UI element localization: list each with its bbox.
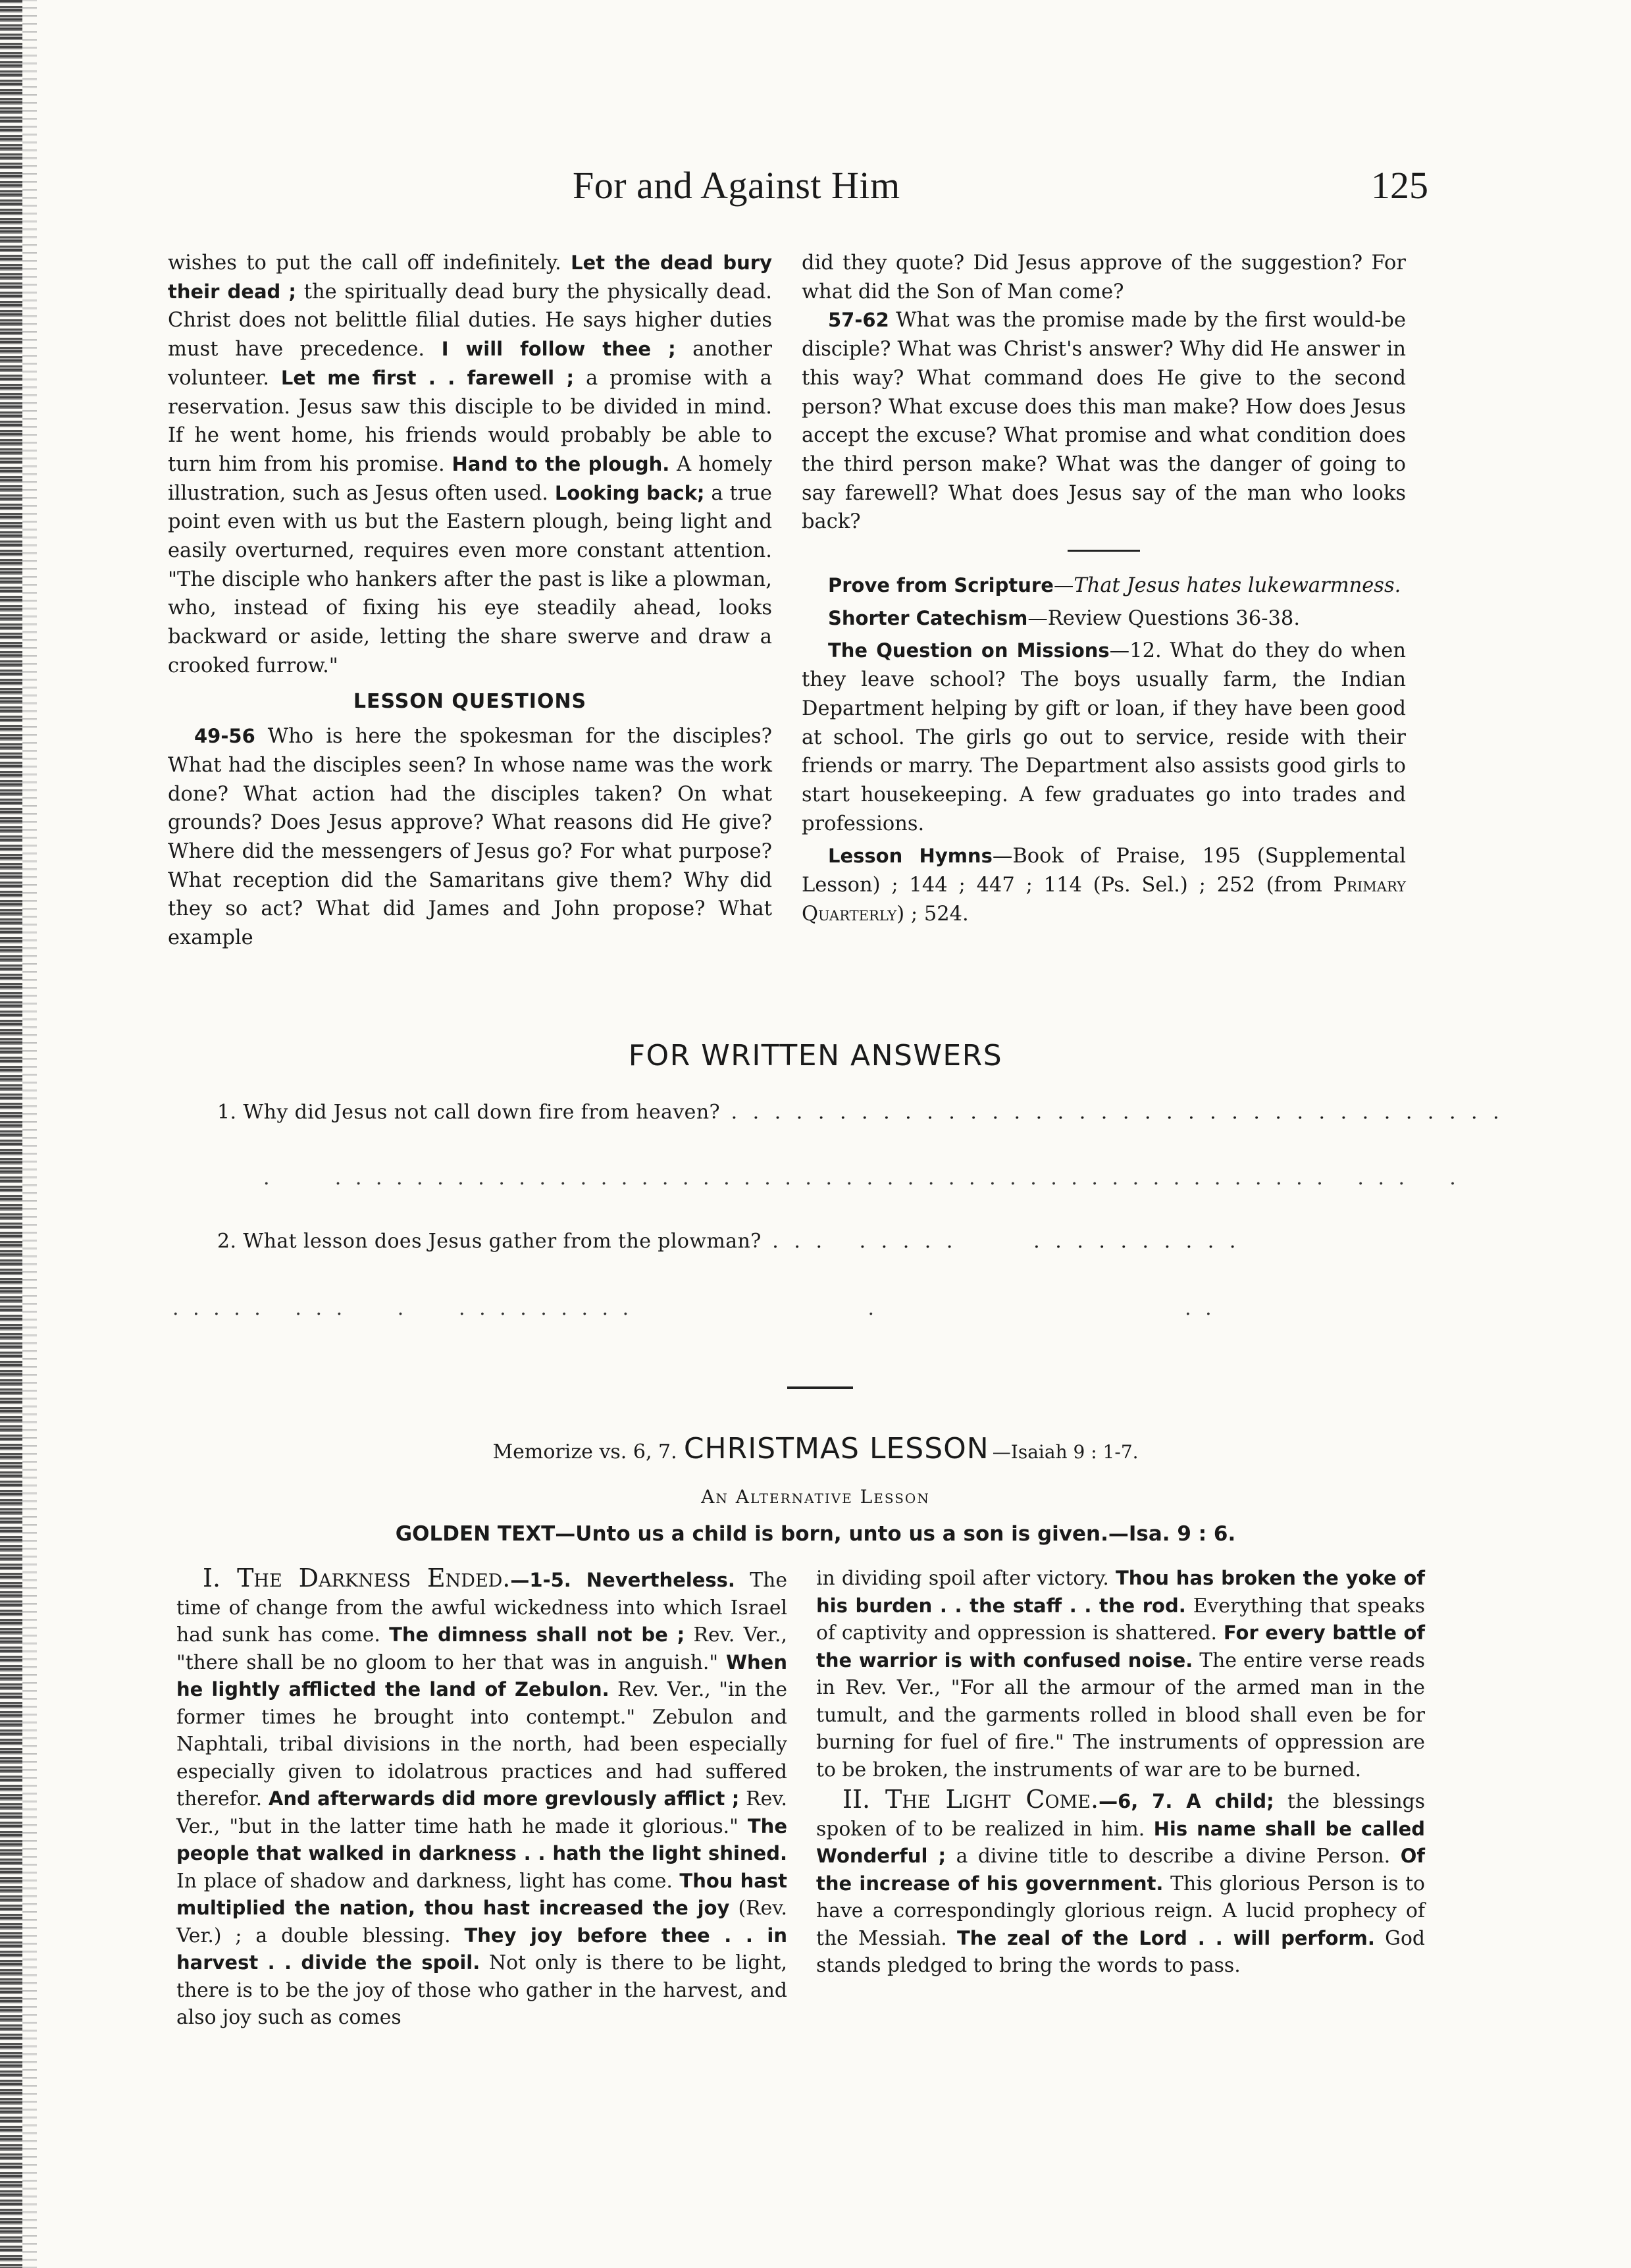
body-text: another volunteer. [168, 338, 772, 390]
bold-phrase: Of the increase of his government. [816, 1845, 1425, 1895]
bold-phrase: Let the dead bury their dead ; [168, 251, 772, 303]
body-text: in dividing spoil after victory. [816, 1567, 1116, 1590]
body-text: a promise with a reservation. Jesus saw this disciple to be divided in mind. If he went home, his friends would probably be able to turn him from his promise. [168, 366, 772, 476]
prove-label: Prove from Scripture [828, 574, 1054, 597]
section-marker: I. The Darkness Ended. [203, 1564, 511, 1593]
missions-label: The Question on Missions [828, 639, 1110, 662]
bold-phrase: The dimness shall not be ; [389, 1623, 685, 1646]
answer-dots: . . . . . . . . . . . . . . . . . . . . . . . . . . . . . . . . . . . . [720, 1101, 1504, 1124]
bold-phrase: The zeal of the Lord . . will perform. [957, 1926, 1375, 1949]
prove-from-scripture: Prove from Scripture—That Jesus hates lukewarmness. [828, 574, 1401, 598]
hymns-text-1: Book of Praise, 195 (Supplemental Lesson) ; 144 ; 447 ; 114 (Ps. Sel.) ; 252 (from [802, 845, 1406, 897]
bold-phrase: His name shall be called Wonderful ; [816, 1817, 1425, 1867]
body-text: Everything that speaks of captivity and oppression is shattered. [816, 1594, 1425, 1645]
body-text: The time of change from the awful wickedness into which Israel had sunk has come. [176, 1569, 788, 1647]
body-text: (Rev. Ver.) ; a double blessing. [176, 1897, 787, 1947]
body-text: wishes to put the call off indefinitely. [168, 251, 571, 275]
body-text: the spiritually dead bury the physically dead. Christ does not belittle filial duties. He says higher duties must have precedence. [168, 280, 772, 361]
body-text: In place of shadow and darkness, light has come. [176, 1869, 680, 1893]
body-text: a true point even with us but the Eastern plough, being light and easily overturned, requires even more constant attention. "The disciple who hankers after the past is like a plowman, who, instead of fixing his eye steadily ahead, looks backward or aside, letting the share swerve and draw a crooked furrow." [168, 481, 772, 677]
christmas-lesson-heading [0, 1432, 1631, 1465]
upper-right-column [802, 249, 1406, 928]
catechism-text: Review Questions 36-38. [1047, 606, 1301, 630]
bold-phrase: When he lightly afflicted the land of Zebulon. [176, 1650, 787, 1701]
body-text: the blessings spoken of to be realized in him. [816, 1790, 1425, 1841]
bold-phrase: Let me first . . farewell ; [280, 366, 575, 389]
light-come-paragraph [816, 1786, 1425, 1980]
body-text: This glorious Person is to have a correspondingly glorious reign. A lucid prophecy of the Messiah. [816, 1872, 1425, 1950]
bold-phrase: Looking back; [554, 481, 705, 504]
hymns-quarterly: Primary Quarterly [802, 874, 1406, 926]
section-marker: II. The Light Come. [842, 1785, 1099, 1814]
bold-phrase: They joy before thee . . in harvest . . divide the spoil. [176, 1924, 788, 1974]
running-title: For and Against Him [573, 164, 900, 207]
written-question-1 [217, 1101, 1504, 1124]
bold-phrase: —6, 7. A child; [1099, 1790, 1274, 1812]
commentary-continuation [816, 1565, 1425, 1783]
bold-phrase: —1-5. Nevertheless. [510, 1569, 735, 1591]
question-range-number-2: 57-62 [828, 309, 889, 332]
bold-phrase: And afterwards did more grevlously afflict ; [268, 1787, 740, 1810]
golden-text: GOLDEN TEXT—Unto us a child is born, unto us a son is given.—Isa. 9 : 6. [395, 1522, 1236, 1546]
body-text: A homely illustration, such as Jesus often used. [168, 452, 772, 505]
shorter-catechism: Shorter Catechism—Review Questions 36-38. [828, 606, 1301, 630]
prove-text: That Jesus hates lukewarmness. [1074, 574, 1401, 598]
lesson-questions-paragraph [168, 722, 772, 953]
answer-line-2: . . . . . . . . . . . . . . . . . . . . . [172, 1297, 1216, 1320]
written-answers-heading: FOR WRITTEN ANSWERS [628, 1039, 1003, 1072]
memorize-verses: Memorize vs. 6, 7. [492, 1440, 677, 1464]
missions-text: 12. What do they do when they leave school? The boys usually farm, the Indian Department helping by gift or loan, if they have been good at school. The girls go out to service, reside with their friends or marry. The Department also assists good girls to start housekeeping. A few graduates go into trades and professions. [802, 639, 1407, 835]
body-text: Rev. Ver., "in the former times he brought into contempt." Zebulon and Naphtali, tribal divisions in the north, had been especially especially given to idolatrous practices and had suffered therefor. [176, 1678, 787, 1810]
body-text: Not only is there to be light, there is to be the joy of those who gather in the harvest, and also joy such as comes [176, 1951, 788, 2029]
catechism-label: Shorter Catechism [828, 606, 1028, 629]
bold-phrase: I will follow thee ; [441, 338, 676, 361]
questions-continuation: did they quote? Did Jesus approve of the suggestion? For what did the Son of Man come? [802, 251, 1406, 303]
page-header [573, 163, 1428, 216]
bold-phrase: For every battle of the warrior is with confused noise. [816, 1622, 1425, 1672]
bold-phrase: The people that walked in darkness . . hath the light shined. [176, 1814, 787, 1864]
lesson-subtitle: An Alternative Lesson [701, 1486, 930, 1508]
section-divider [787, 1386, 853, 1389]
lesson-questions-heading: LESSON QUESTIONS [353, 689, 587, 713]
body-text: God stands pledged to bring the words to pass. [816, 1926, 1425, 1977]
answer-dots: . . . . . . . . . . . . . . . . . . [761, 1230, 1241, 1253]
page-binding-shadow [22, 0, 37, 2268]
bold-phrase: Hand to the plough. [452, 452, 670, 475]
page-binding-edge [0, 0, 22, 2268]
question-text-2: What was the promise made by the first would-be disciple? What was Christ's answer? Why did He answer in this way? What command does He give to the second person? What excuse does this man make? How does Jesus accept the excuse? What promise and what condition does the third person make? What was the danger of going to say farewell? What does Jesus say of the man who looks back? [802, 309, 1406, 534]
section-rule [1068, 550, 1140, 552]
body-text: a divine title to describe a divine Person. [946, 1845, 1401, 1868]
lesson-title: CHRISTMAS LESSON [683, 1432, 989, 1465]
page-number: 125 [1371, 164, 1428, 207]
hymns-text-2: ) ; 524. [896, 902, 969, 926]
lower-right-column [816, 1565, 1425, 1980]
written-question-2 [217, 1230, 1240, 1253]
question-text: Who is here the spokesman for the disciples? What had the disciples seen? In whose name was the work done? What action had the disciples taken? On what grounds? Does Jesus approve? What reasons did He give? Where did the messengers of Jesus go? For what purpose? What reception did the Samaritans give them? Why did they so act? What did James and John propose? What example [168, 725, 772, 950]
darkness-ended-paragraph [176, 1565, 787, 2032]
lower-left-column [176, 1565, 787, 2032]
body-text: The entire verse reads in Rev. Ver., "For all the armour of the armed man in the tumult, and the garments rolled in blood shall even be for burning for fuel of fire." The instruments of oppression are to be broken, the instruments of war are to be burned. [816, 1648, 1425, 1781]
body-text: Rev. Ver., "there shall be no gloom to her that was in anguish." [176, 1623, 787, 1674]
question-on-missions: The Question on Missions—12. What do they do when they leave school? The boys usually farm, the Indian Department helping by gift or loan, if they have been good at school. The girls go out to service, reside with their friends or marry. The Department also assists good girls to start housekeeping. A few graduates go into trades and professions. [802, 639, 1407, 835]
written-question-1-text: 1. Why did Jesus not call down fire from heaven? [217, 1101, 721, 1124]
body-text: Rev. Ver., "but in the latter time hath he made it glorious." [176, 1787, 787, 1838]
hymns-label: Lesson Hymns [828, 845, 993, 868]
written-question-2-text: 2. What lesson does Jesus gather from the plowman? [217, 1230, 762, 1253]
lesson-hymns: Lesson Hymns—Book of Praise, 195 (Supplemental Lesson) ; 144 ; 447 ; 114 (Ps. Sel.) ; 252 (from Primary Quarterly) ; 524. [802, 845, 1406, 926]
lesson-questions-paragraph-2 [802, 306, 1406, 537]
bold-phrase: Thou has broken the yoke of his burden . . the staff . . the rod. [816, 1567, 1425, 1617]
scripture-reference: —Isaiah 9 : 1-7. [992, 1441, 1139, 1463]
question-range-number: 49-56 [194, 725, 255, 748]
commentary-paragraph [168, 249, 772, 681]
upper-left-column [168, 249, 772, 953]
answer-line-1: . . . . . . . . . . . . . . . . . . . . . . . . . . . . . . . . . . . . . . . . . . . . . . . . . . . . . . [263, 1167, 1460, 1190]
bold-phrase: Thou hast multiplied the nation, thou hast increased the joy [176, 1869, 787, 1919]
